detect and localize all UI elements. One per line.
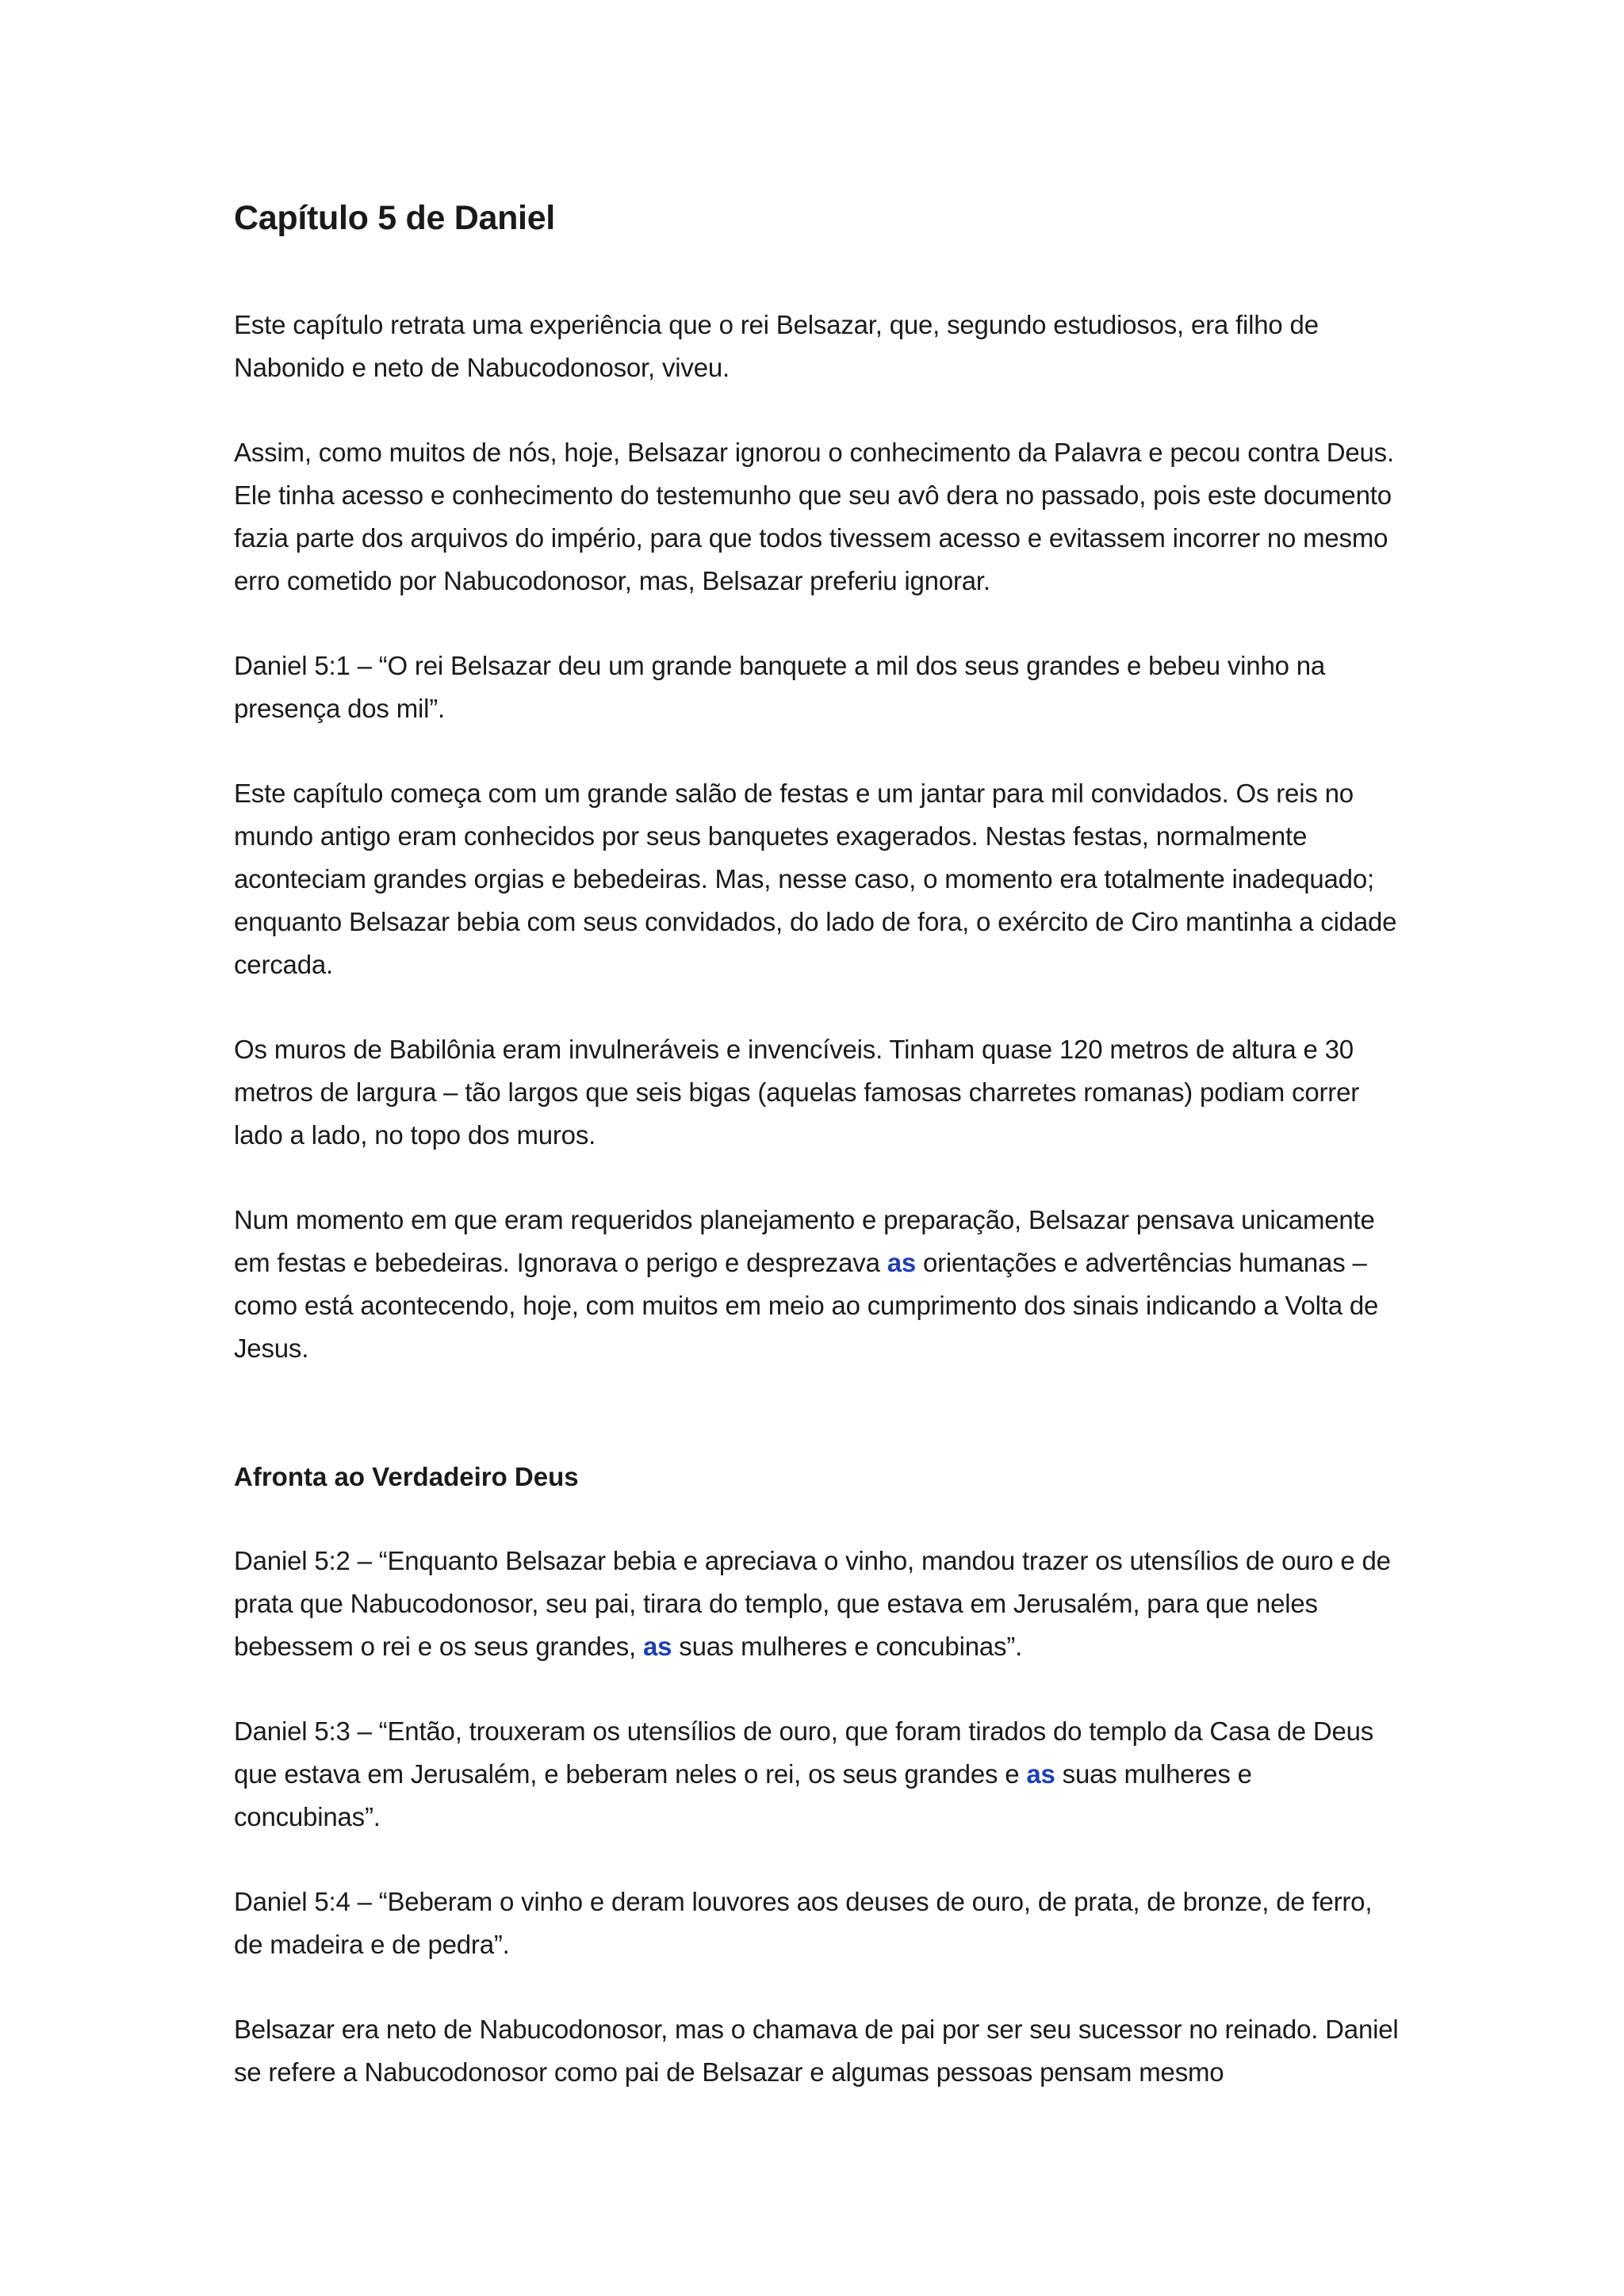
paragraph-verse-3: [234, 1710, 1400, 1839]
text-segment: suas mulheres e concubinas”.: [234, 1759, 1252, 1831]
text-segment: Daniel 5:2 – “Enquanto Belsazar bebia e apreciava o vinho, mandou trazer os utensílios de ouro e de prata que Nabucodonosor, seu pai, tirara do templo, que estava em Jerusalém, para que neles bebessem o rei e os seus grandes,: [234, 1546, 1391, 1661]
document-body: [234, 194, 1400, 2136]
paragraph-verse-2: [234, 1540, 1400, 1668]
highlighted-word: as: [643, 1632, 672, 1661]
paragraph-walls: Os muros de Babilônia eram invulneráveis e invencíveis. Tinham quase 120 metros de altura e 30 metros de largura – tão largos que seis bigas (aquelas famosas charretes romanas) podiam correr lado a lado, no topo dos muros.: [234, 1035, 1360, 1150]
section-heading: Afronta ao Verdadeiro Deus: [234, 1462, 579, 1491]
paragraph-successor: Belsazar era neto de Nabucodonosor, mas o chamava de pai por ser seu sucessor no reinado. Daniel se refere a Nabucodonosor como pai de Belsazar e algumas pessoas pensam mesmo: [234, 2015, 1399, 2087]
paragraph-verse-1: Daniel 5:1 – “O rei Belsazar deu um grande banquete a mil dos seus grandes e bebeu vinho na presença dos mil”.: [234, 651, 1326, 723]
highlighted-word: as: [887, 1248, 916, 1277]
page-title: Capítulo 5 de Daniel: [234, 199, 555, 237]
text-segment: Daniel 5:3 – “Então, trouxeram os utensílios de ouro, que foram tirados do templo da Casa de Deus que estava em Jerusalém, e beberam neles o rei, os seus grandes e: [234, 1716, 1374, 1789]
highlighted-word: as: [1026, 1759, 1055, 1789]
paragraph-verse-4: Daniel 5:4 – “Beberam o vinho e deram louvores aos deuses de ouro, de prata, de bronze, de ferro, de madeira e de pedra”.: [234, 1887, 1373, 1959]
paragraph-context: Assim, como muitos de nós, hoje, Belsazar ignorou o conhecimento da Palavra e pecou contra Deus. Ele tinha acesso e conhecimento do testemunho que seu avô dera no passado, pois este documento fazia parte dos arquivos do império, para que todos tivessem acesso e evitassem incorrer no mesmo erro cometido por Nabucodonosor, mas, Belsazar preferiu ignorar.: [234, 438, 1394, 595]
paragraph-banquet: Este capítulo começa com um grande salão de festas e um jantar para mil convidados. Os reis no mundo antigo eram conhecidos por seus banquetes exagerados. Nestas festas, normalmente aconteciam grandes orgias e bebedeiras. Mas, nesse caso, o momento era totalmente inadequado; enquanto Belsazar bebia com seus convidados, do lado de fora, o exército de Ciro mantinha a cidade cercada.: [234, 779, 1397, 979]
text-segment: orientações e advertências humanas – como está acontecendo, hoje, com muitos em meio ao cumprimento dos sinais indicando a Volta de Jesus.: [234, 1248, 1379, 1363]
paragraph-intro: Este capítulo retrata uma experiência que o rei Belsazar, que, segundo estudiosos, era filho de Nabonido e neto de Nabucodonosor, viveu.: [234, 310, 1319, 382]
text-segment: suas mulheres e concubinas”.: [672, 1632, 1023, 1661]
text-segment: Num momento em que eram requeridos planejamento e preparação, Belsazar pensava unicamente em festas e bebedeiras. Ignorava o perigo e desprezava: [234, 1205, 1375, 1277]
paragraph-moment: [234, 1199, 1400, 1370]
